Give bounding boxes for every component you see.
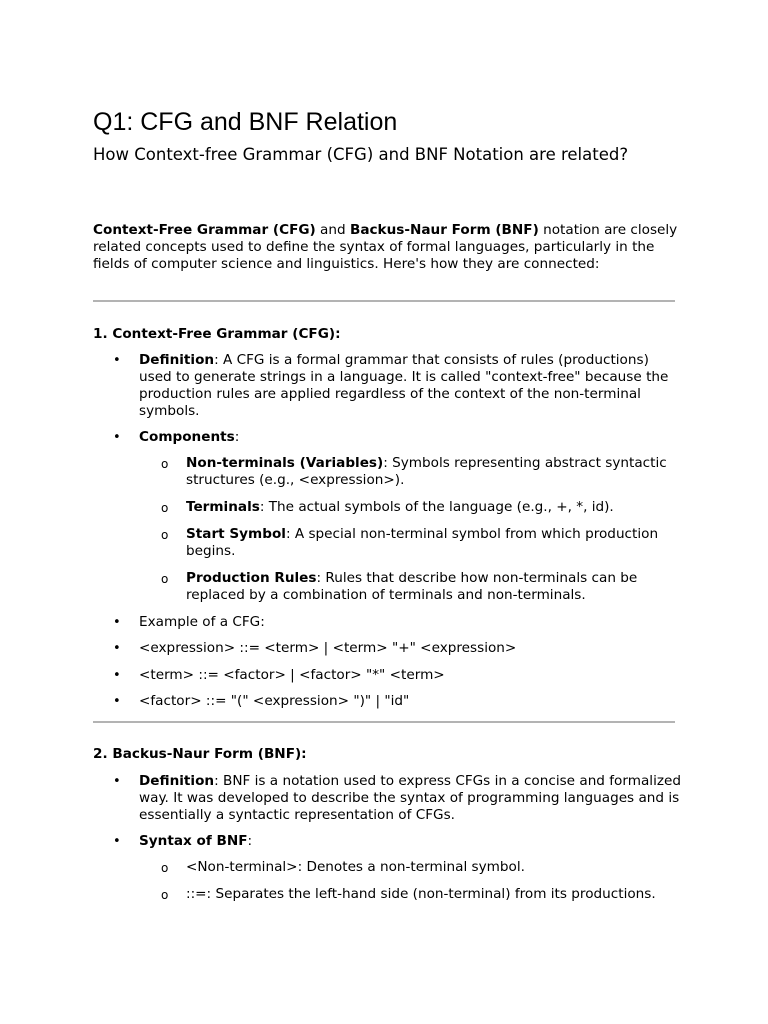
bullet-icon: • [113, 834, 121, 849]
item-text: : A CFG is a formal grammar that consists of rules (productions) used to generate strings in a language. It is called "context-free" because the production rules are applied regardless of the context of the non-terminal symbols. [139, 352, 669, 419]
intro-and: and [315, 222, 350, 238]
section-heading-bnf: 2. Backus-Naur Form (BNF): [93, 746, 307, 762]
divider [93, 300, 675, 302]
item-label: Non-terminals (Variables) [186, 455, 384, 471]
sub-bullet-icon: o [161, 528, 169, 542]
sub-bullet-icon: o [161, 457, 169, 471]
item-text: : Symbols representing abstract syntactic structures (e.g., <expression>). [186, 455, 667, 488]
item-text: : BNF is a notation used to express CFGs in a concise and formalized way. It was developed to describe the syntax of programming languages and is essentially a syntactic representation of CFGs. [139, 773, 681, 823]
item-text: : A special non-terminal symbol from which production begins. [186, 526, 659, 559]
sub-item-non-terminal-notation: <Non-terminal>: Denotes a non-terminal symbol. [186, 859, 525, 875]
intro-paragraph [93, 222, 683, 273]
sub-bullet-icon: o [161, 572, 169, 586]
item-label: Definition [139, 773, 215, 789]
list-item-bnf-definition [139, 773, 684, 824]
list-item-example-label: Example of a CFG: [139, 614, 265, 630]
sub-item-separator-notation: ::=: Separates the left-hand side (non-terminal) from its productions. [186, 886, 656, 902]
list-item-rule-expression: <expression> ::= <term> | <term> "+" <expression> [139, 640, 517, 656]
bullet-icon: • [113, 430, 121, 445]
list-item-rule-factor: <factor> ::= "(" <expression> ")" | "id" [139, 693, 410, 709]
list-item-cfg-components [139, 429, 684, 446]
item-label: Syntax of BNF [139, 833, 248, 849]
list-item-bnf-syntax [139, 833, 684, 850]
item-label: Definition [139, 352, 215, 368]
divider [93, 721, 675, 723]
item-text: : Rules that describe how non-terminals can be replaced by a combination of terminals and non-terminals. [186, 570, 638, 603]
bullet-icon: • [113, 694, 121, 709]
bullet-icon: • [113, 353, 121, 368]
item-label: Terminals [186, 499, 260, 515]
item-label: Components [139, 429, 235, 445]
sub-item-start-symbol [186, 526, 676, 560]
sub-item-non-terminals [186, 455, 676, 489]
item-label: Production Rules [186, 570, 317, 586]
sub-bullet-icon: o [161, 888, 169, 902]
intro-rest: notation are closely related concepts used to define the syntax of formal languages, particularly in the fields of computer science and linguistics. Here's how they are connected: [93, 222, 678, 272]
intro-term-bnf: Backus-Naur Form (BNF) [349, 222, 539, 238]
sub-bullet-icon: o [161, 501, 169, 515]
item-text: : [247, 833, 253, 849]
sub-item-production-rules [186, 570, 676, 604]
bullet-icon: • [113, 774, 121, 789]
item-text: : The actual symbols of the language (e.g., +, *, id). [259, 499, 614, 515]
intro-term-cfg: Context-Free Grammar (CFG) [93, 222, 316, 238]
bullet-icon: • [113, 641, 121, 656]
sub-item-terminals [186, 499, 676, 516]
section-heading-cfg: 1. Context-Free Grammar (CFG): [93, 326, 341, 342]
list-item-rule-term: <term> ::= <factor> | <factor> "*" <term> [139, 667, 445, 683]
item-text: : [234, 429, 240, 445]
page-subtitle: How Context-free Grammar (CFG) and BNF Notation are related? [93, 145, 629, 164]
bullet-icon: • [113, 615, 121, 630]
item-label: Start Symbol [186, 526, 286, 542]
bullet-icon: • [113, 668, 121, 683]
sub-bullet-icon: o [161, 861, 169, 875]
page-title: Q1: CFG and BNF Relation [93, 108, 398, 136]
list-item-cfg-definition [139, 352, 684, 420]
